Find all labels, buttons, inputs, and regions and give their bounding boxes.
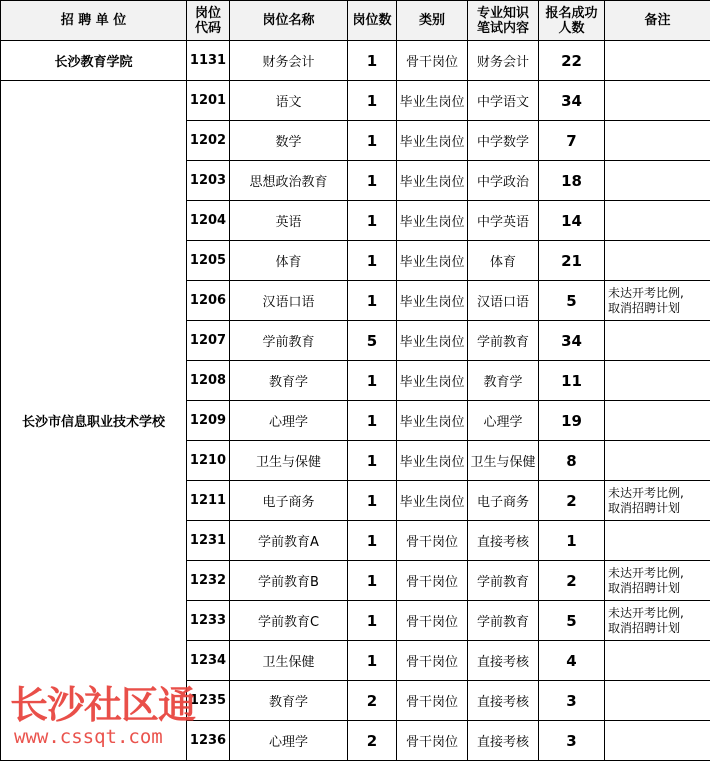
category-cell: 毕业生岗位 <box>397 481 468 521</box>
registered-cell: 7 <box>539 121 605 161</box>
code-cell: 1204 <box>187 201 230 241</box>
code-cell: 1209 <box>187 401 230 441</box>
name-cell: 英语 <box>230 201 348 241</box>
header-name: 岗位名称 <box>230 1 348 41</box>
category-cell: 毕业生岗位 <box>397 161 468 201</box>
remark-cell <box>605 401 710 441</box>
exam-cell: 卫生与保健 <box>468 441 539 481</box>
exam-cell: 心理学 <box>468 401 539 441</box>
remark-cell: 未达开考比例, 取消招聘计划 <box>605 601 710 641</box>
code-cell: 1208 <box>187 361 230 401</box>
count-cell: 2 <box>348 681 397 721</box>
remark-cell <box>605 41 710 81</box>
remark-cell <box>605 81 710 121</box>
remark-cell <box>605 441 710 481</box>
code-cell: 1232 <box>187 561 230 601</box>
category-cell: 毕业生岗位 <box>397 121 468 161</box>
name-cell: 汉语口语 <box>230 281 348 321</box>
name-cell: 学前教育 <box>230 321 348 361</box>
code-cell: 1203 <box>187 161 230 201</box>
name-cell: 财务会计 <box>230 41 348 81</box>
exam-cell: 学前教育 <box>468 601 539 641</box>
count-cell: 1 <box>348 241 397 281</box>
code-cell: 1234 <box>187 641 230 681</box>
header-registered: 报名成功 人数 <box>539 1 605 41</box>
registered-cell: 5 <box>539 601 605 641</box>
name-cell: 教育学 <box>230 681 348 721</box>
registered-cell: 4 <box>539 641 605 681</box>
table-body <box>1 41 710 761</box>
exam-cell: 学前教育 <box>468 561 539 601</box>
name-cell: 教育学 <box>230 361 348 401</box>
name-cell: 电子商务 <box>230 481 348 521</box>
name-cell: 数学 <box>230 121 348 161</box>
org-cell: 长沙市信息职业技术学校 <box>1 81 187 761</box>
count-cell: 1 <box>348 401 397 441</box>
category-cell: 骨干岗位 <box>397 41 468 81</box>
category-cell: 毕业生岗位 <box>397 361 468 401</box>
category-cell: 骨干岗位 <box>397 521 468 561</box>
count-cell: 1 <box>348 121 397 161</box>
header-count: 岗位数 <box>348 1 397 41</box>
code-cell: 1131 <box>187 41 230 81</box>
table-row <box>1 41 710 81</box>
category-cell: 骨干岗位 <box>397 681 468 721</box>
count-cell: 1 <box>348 641 397 681</box>
exam-cell: 财务会计 <box>468 41 539 81</box>
registered-cell: 2 <box>539 481 605 521</box>
category-cell: 骨干岗位 <box>397 721 468 761</box>
code-cell: 1235 <box>187 681 230 721</box>
remark-cell <box>605 641 710 681</box>
registered-cell: 3 <box>539 721 605 761</box>
watermark-text: 长沙社区通 <box>10 683 196 727</box>
exam-cell: 教育学 <box>468 361 539 401</box>
name-cell: 学前教育A <box>230 521 348 561</box>
category-cell: 毕业生岗位 <box>397 321 468 361</box>
registered-cell: 2 <box>539 561 605 601</box>
remark-cell: 未达开考比例, 取消招聘计划 <box>605 561 710 601</box>
registered-cell: 22 <box>539 41 605 81</box>
header-code: 岗位 代码 <box>187 1 230 41</box>
count-cell: 1 <box>348 521 397 561</box>
remark-cell: 未达开考比例, 取消招聘计划 <box>605 281 710 321</box>
registered-cell: 11 <box>539 361 605 401</box>
remark-cell: 未达开考比例, 取消招聘计划 <box>605 481 710 521</box>
watermark-url: www.cssqt.com <box>14 726 163 748</box>
exam-cell: 直接考核 <box>468 641 539 681</box>
category-cell: 骨干岗位 <box>397 641 468 681</box>
remark-cell <box>605 721 710 761</box>
header-row <box>1 1 710 41</box>
name-cell: 卫生保健 <box>230 641 348 681</box>
code-cell: 1211 <box>187 481 230 521</box>
exam-cell: 直接考核 <box>468 681 539 721</box>
org-cell: 长沙教育学院 <box>1 41 187 81</box>
name-cell: 体育 <box>230 241 348 281</box>
remark-cell <box>605 241 710 281</box>
code-cell: 1201 <box>187 81 230 121</box>
remark-cell <box>605 121 710 161</box>
code-cell: 1205 <box>187 241 230 281</box>
registered-cell: 34 <box>539 321 605 361</box>
code-cell: 1202 <box>187 121 230 161</box>
remark-cell <box>605 321 710 361</box>
name-cell: 思想政治教育 <box>230 161 348 201</box>
code-cell: 1231 <box>187 521 230 561</box>
exam-cell: 学前教育 <box>468 321 539 361</box>
registered-cell: 19 <box>539 401 605 441</box>
count-cell: 1 <box>348 601 397 641</box>
name-cell: 卫生与保健 <box>230 441 348 481</box>
remark-cell <box>605 161 710 201</box>
header-exam: 专业知识 笔试内容 <box>468 1 539 41</box>
category-cell: 骨干岗位 <box>397 561 468 601</box>
count-cell: 1 <box>348 81 397 121</box>
count-cell: 1 <box>348 201 397 241</box>
count-cell: 2 <box>348 721 397 761</box>
category-cell: 毕业生岗位 <box>397 281 468 321</box>
code-cell: 1210 <box>187 441 230 481</box>
exam-cell: 中学政治 <box>468 161 539 201</box>
registered-cell: 21 <box>539 241 605 281</box>
count-cell: 1 <box>348 281 397 321</box>
name-cell: 语文 <box>230 81 348 121</box>
exam-cell: 中学数学 <box>468 121 539 161</box>
name-cell: 心理学 <box>230 721 348 761</box>
name-cell: 心理学 <box>230 401 348 441</box>
count-cell: 1 <box>348 41 397 81</box>
name-cell: 学前教育B <box>230 561 348 601</box>
remark-cell <box>605 201 710 241</box>
remark-cell <box>605 681 710 721</box>
remark-cell <box>605 361 710 401</box>
registered-cell: 8 <box>539 441 605 481</box>
code-cell: 1206 <box>187 281 230 321</box>
exam-cell: 中学英语 <box>468 201 539 241</box>
code-cell: 1207 <box>187 321 230 361</box>
remark-cell <box>605 521 710 561</box>
code-cell: 1233 <box>187 601 230 641</box>
count-cell: 1 <box>348 441 397 481</box>
registered-cell: 3 <box>539 681 605 721</box>
category-cell: 毕业生岗位 <box>397 401 468 441</box>
exam-cell: 电子商务 <box>468 481 539 521</box>
registered-cell: 18 <box>539 161 605 201</box>
header-unit: 招 聘 单 位 <box>1 1 187 41</box>
count-cell: 1 <box>348 561 397 601</box>
table-row <box>1 81 710 121</box>
registered-cell: 5 <box>539 281 605 321</box>
name-cell: 学前教育C <box>230 601 348 641</box>
count-cell: 1 <box>348 361 397 401</box>
registered-cell: 14 <box>539 201 605 241</box>
category-cell: 毕业生岗位 <box>397 241 468 281</box>
header-category: 类别 <box>397 1 468 41</box>
category-cell: 毕业生岗位 <box>397 441 468 481</box>
registered-cell: 34 <box>539 81 605 121</box>
category-cell: 骨干岗位 <box>397 601 468 641</box>
registered-cell: 1 <box>539 521 605 561</box>
count-cell: 1 <box>348 481 397 521</box>
header-remark: 备注 <box>605 1 710 41</box>
category-cell: 毕业生岗位 <box>397 81 468 121</box>
category-cell: 毕业生岗位 <box>397 201 468 241</box>
exam-cell: 直接考核 <box>468 521 539 561</box>
code-cell: 1236 <box>187 721 230 761</box>
exam-cell: 中学语文 <box>468 81 539 121</box>
exam-cell: 体育 <box>468 241 539 281</box>
count-cell: 1 <box>348 161 397 201</box>
exam-cell: 直接考核 <box>468 721 539 761</box>
count-cell: 5 <box>348 321 397 361</box>
exam-cell: 汉语口语 <box>468 281 539 321</box>
